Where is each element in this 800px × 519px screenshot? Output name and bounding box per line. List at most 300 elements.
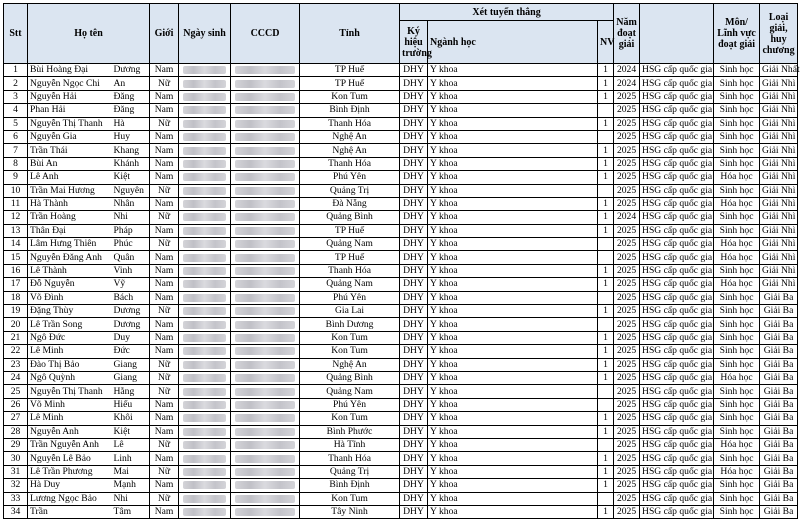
cell-nganh-hoc: Y khoa — [428, 64, 598, 77]
redaction-blur — [183, 321, 226, 329]
cell-cccd-redacted — [231, 465, 300, 478]
cell-nam-doat-giai: 2025 — [614, 438, 640, 451]
cell-nv: 1 — [598, 144, 614, 157]
redaction-blur — [235, 133, 295, 141]
cell-gioi: Nam — [150, 64, 179, 77]
cell-ky-hieu-truong: DHY — [400, 104, 428, 117]
cell-gioi: Nữ — [150, 305, 179, 318]
cell-gioi: Nữ — [150, 371, 179, 384]
cell-stt: 29 — [4, 438, 28, 451]
cell-first-name: Đức — [110, 345, 150, 358]
cell-mon: Sinh học — [714, 104, 760, 117]
cell-gioi: Nam — [150, 171, 179, 184]
cell-tinh: Quảng Nam — [300, 385, 400, 398]
cell-first-name: Hà — [110, 117, 150, 130]
cell-stt: 14 — [4, 238, 28, 251]
cell-first-name: Mai — [110, 465, 150, 478]
table-row — [4, 438, 798, 451]
cell-nganh-hoc: Y khoa — [428, 104, 598, 117]
cell-last-name: Nguyễn Gia — [28, 130, 110, 143]
cell-ky-hieu-truong: DHY — [400, 130, 428, 143]
redaction-blur — [183, 468, 226, 476]
cell-gioi: Nam — [150, 278, 179, 291]
cell-stt: 11 — [4, 197, 28, 210]
cell-ngay-sinh-redacted — [179, 64, 231, 77]
cell-gioi: Nữ — [150, 358, 179, 371]
cell-last-name: Nguyễn Thị Thanh — [28, 117, 110, 130]
cell-ky-hieu-truong: DHY — [400, 331, 428, 344]
cell-cccd-redacted — [231, 130, 300, 143]
cell-nganh-hoc: Y khoa — [428, 224, 598, 237]
table-row — [4, 144, 798, 157]
cell-cccd-redacted — [231, 492, 300, 505]
cell-cccd-redacted — [231, 371, 300, 384]
cell-ky-hieu-truong: DHY — [400, 305, 428, 318]
redaction-blur — [183, 80, 226, 88]
cell-cccd-redacted — [231, 345, 300, 358]
cell-cuoc-thi: HSG cấp quốc gia — [640, 345, 714, 358]
cell-nganh-hoc: Y khoa — [428, 398, 598, 411]
table-row — [4, 130, 798, 143]
cell-last-name: Trần Thái — [28, 144, 110, 157]
cell-mon: Sinh học — [714, 452, 760, 465]
cell-ngay-sinh-redacted — [179, 318, 231, 331]
cell-gioi: Nam — [150, 251, 179, 264]
cell-cccd-redacted — [231, 224, 300, 237]
cell-cuoc-thi: HSG cấp quốc gia — [640, 197, 714, 210]
cell-nganh-hoc: Y khoa — [428, 90, 598, 103]
cell-nganh-hoc: Y khoa — [428, 264, 598, 277]
cell-ky-hieu-truong: DHY — [400, 452, 428, 465]
cell-cuoc-thi: HSG cấp quốc gia — [640, 278, 714, 291]
cell-last-name: Lê Trần Song — [28, 318, 110, 331]
cell-cccd-redacted — [231, 157, 300, 170]
cell-nganh-hoc: Y khoa — [428, 385, 598, 398]
cell-last-name: Nguyễn Thị Thanh — [28, 385, 110, 398]
cell-stt: 18 — [4, 291, 28, 304]
cell-ky-hieu-truong: DHY — [400, 184, 428, 197]
cell-ky-hieu-truong: DHY — [400, 157, 428, 170]
cell-cuoc-thi: HSG cấp quốc gia — [640, 452, 714, 465]
cell-cuoc-thi: HSG cấp quốc gia — [640, 358, 714, 371]
cell-nam-doat-giai: 2025 — [614, 412, 640, 425]
cell-nam-doat-giai: 2025 — [614, 465, 640, 478]
cell-nv: 1 — [598, 224, 614, 237]
cell-cuoc-thi: HSG cấp quốc gia — [640, 64, 714, 77]
table-row — [4, 90, 798, 103]
cell-cccd-redacted — [231, 171, 300, 184]
cell-first-name: Khang — [110, 144, 150, 157]
cell-gioi: Nam — [150, 264, 179, 277]
cell-stt: 26 — [4, 398, 28, 411]
redaction-blur — [183, 160, 226, 168]
cell-tinh: Kon Tum — [300, 412, 400, 425]
cell-nam-doat-giai: 2025 — [614, 505, 640, 518]
redaction-blur — [183, 120, 226, 128]
cell-cuoc-thi: HSG cấp quốc gia — [640, 251, 714, 264]
redaction-blur — [235, 267, 295, 275]
cell-loai-giai: Giải Nhất — [760, 64, 798, 77]
cell-nv: 1 — [598, 171, 614, 184]
cell-ngay-sinh-redacted — [179, 117, 231, 130]
table-row — [4, 157, 798, 170]
cell-last-name: Nguyễn Ngọc Chi — [28, 77, 110, 90]
redaction-blur — [235, 321, 295, 329]
cell-gioi: Nữ — [150, 385, 179, 398]
cell-ngay-sinh-redacted — [179, 144, 231, 157]
cell-tinh: Kon Tum — [300, 345, 400, 358]
cell-cccd-redacted — [231, 117, 300, 130]
cell-tinh: Phú Yên — [300, 398, 400, 411]
redaction-blur — [235, 414, 295, 422]
cell-mon: Sinh học — [714, 505, 760, 518]
cell-ky-hieu-truong: DHY — [400, 291, 428, 304]
header-xet-tuyen-thang: Xét tuyển thẳng — [400, 4, 614, 21]
table-row — [4, 385, 798, 398]
cell-cuoc-thi: HSG cấp quốc gia — [640, 385, 714, 398]
cell-cccd-redacted — [231, 64, 300, 77]
redaction-blur — [235, 213, 295, 221]
redaction-blur — [235, 441, 295, 449]
cell-mon: Hóa học — [714, 238, 760, 251]
cell-first-name: Kiệt — [110, 425, 150, 438]
table-row — [4, 104, 798, 117]
cell-mon: Sinh học — [714, 184, 760, 197]
cell-tinh: Bình Phước — [300, 425, 400, 438]
cell-stt: 31 — [4, 465, 28, 478]
cell-nam-doat-giai: 2025 — [614, 184, 640, 197]
cell-first-name: Nguyên — [110, 184, 150, 197]
cell-ngay-sinh-redacted — [179, 184, 231, 197]
cell-nganh-hoc: Y khoa — [428, 157, 598, 170]
cell-gioi: Nữ — [150, 117, 179, 130]
cell-tinh: Tây Ninh — [300, 505, 400, 518]
table-row — [4, 492, 798, 505]
cell-gioi: Nữ — [150, 184, 179, 197]
cell-nganh-hoc: Y khoa — [428, 331, 598, 344]
cell-stt: 23 — [4, 358, 28, 371]
cell-cccd-redacted — [231, 412, 300, 425]
cell-nv: 1 — [598, 425, 614, 438]
cell-ky-hieu-truong: DHY — [400, 171, 428, 184]
cell-nganh-hoc: Y khoa — [428, 452, 598, 465]
cell-nganh-hoc: Y khoa — [428, 171, 598, 184]
cell-last-name: Hà Duy — [28, 479, 110, 492]
redaction-blur — [235, 374, 295, 382]
cell-loai-giai: Giải Ba — [760, 425, 798, 438]
redaction-blur — [235, 347, 295, 355]
cell-last-name: Bùi An — [28, 157, 110, 170]
cell-last-name: Võ Minh — [28, 398, 110, 411]
cell-first-name: Huy — [110, 130, 150, 143]
cell-ky-hieu-truong: DHY — [400, 465, 428, 478]
table-row — [4, 264, 798, 277]
cell-mon: Sinh học — [714, 144, 760, 157]
redaction-blur — [235, 508, 295, 516]
cell-nv: 1 — [598, 358, 614, 371]
cell-mon: Sinh học — [714, 318, 760, 331]
cell-ngay-sinh-redacted — [179, 224, 231, 237]
cell-cuoc-thi: HSG cấp quốc gia — [640, 104, 714, 117]
cell-ngay-sinh-redacted — [179, 345, 231, 358]
cell-ky-hieu-truong: DHY — [400, 412, 428, 425]
cell-cuoc-thi: HSG cấp quốc gia — [640, 479, 714, 492]
cell-first-name: Đăng — [110, 90, 150, 103]
cell-nganh-hoc: Y khoa — [428, 371, 598, 384]
cell-stt: 5 — [4, 117, 28, 130]
cell-first-name: Nhân — [110, 197, 150, 210]
cell-last-name: Lương Ngọc Bảo — [28, 492, 110, 505]
cell-nv: 1 — [598, 479, 614, 492]
cell-nam-doat-giai: 2025 — [614, 479, 640, 492]
cell-ky-hieu-truong: DHY — [400, 318, 428, 331]
cell-ngay-sinh-redacted — [179, 398, 231, 411]
cell-gioi: Nam — [150, 331, 179, 344]
redaction-blur — [235, 280, 295, 288]
cell-nam-doat-giai: 2024 — [614, 77, 640, 90]
cell-cuoc-thi: HSG cấp quốc gia — [640, 318, 714, 331]
cell-mon: Sinh học — [714, 130, 760, 143]
cell-ky-hieu-truong: DHY — [400, 278, 428, 291]
cell-first-name: Dương — [110, 305, 150, 318]
cell-tinh: Quảng Trị — [300, 465, 400, 478]
cell-first-name: Lê — [110, 438, 150, 451]
cell-cccd-redacted — [231, 438, 300, 451]
redaction-blur — [235, 481, 295, 489]
cell-mon: Sinh học — [714, 305, 760, 318]
cell-stt: 12 — [4, 211, 28, 224]
table-row — [4, 479, 798, 492]
cell-cccd-redacted — [231, 77, 300, 90]
cell-ky-hieu-truong: DHY — [400, 345, 428, 358]
cell-tinh: Bình Định — [300, 104, 400, 117]
header-nam-doat-giai: Năm đoạt giải — [614, 4, 640, 64]
cell-loai-giai: Giải Ba — [760, 398, 798, 411]
cell-nganh-hoc: Y khoa — [428, 144, 598, 157]
cell-gioi: Nam — [150, 90, 179, 103]
table-row — [4, 305, 798, 318]
table-row — [4, 238, 798, 251]
table-row — [4, 398, 798, 411]
cell-stt: 22 — [4, 345, 28, 358]
cell-ky-hieu-truong: DHY — [400, 251, 428, 264]
cell-tinh: Quảng Bình — [300, 371, 400, 384]
table-row — [4, 358, 798, 371]
cell-stt: 13 — [4, 224, 28, 237]
redaction-blur — [183, 133, 226, 141]
cell-cuoc-thi: HSG cấp quốc gia — [640, 331, 714, 344]
cell-nv — [598, 291, 614, 304]
redaction-blur — [183, 280, 226, 288]
cell-gioi: Nữ — [150, 211, 179, 224]
redaction-blur — [183, 294, 226, 302]
cell-nam-doat-giai: 2025 — [614, 224, 640, 237]
table-header — [4, 4, 798, 64]
cell-cuoc-thi: HSG cấp quốc gia — [640, 184, 714, 197]
cell-loai-giai: Giải Ba — [760, 291, 798, 304]
cell-nganh-hoc: Y khoa — [428, 358, 598, 371]
cell-nam-doat-giai: 2025 — [614, 117, 640, 130]
cell-tinh: Phú Yên — [300, 171, 400, 184]
cell-first-name: Dương — [110, 318, 150, 331]
cell-tinh: Kon Tum — [300, 90, 400, 103]
cell-gioi: Nam — [150, 197, 179, 210]
header-ky-hieu-truong: Ký hiệu trường — [400, 21, 428, 64]
cell-tinh: Nghệ An — [300, 358, 400, 371]
redaction-blur — [235, 80, 295, 88]
cell-nganh-hoc: Y khoa — [428, 465, 598, 478]
redaction-blur — [183, 147, 226, 155]
cell-loai-giai: Giải Nhì — [760, 130, 798, 143]
results-document — [3, 3, 800, 518]
cell-nam-doat-giai: 2025 — [614, 171, 640, 184]
cell-mon: Sinh học — [714, 412, 760, 425]
cell-ngay-sinh-redacted — [179, 104, 231, 117]
cell-ky-hieu-truong: DHY — [400, 211, 428, 224]
cell-last-name: Lâm Hưng Thiên — [28, 238, 110, 251]
cell-tinh: Hà Tĩnh — [300, 438, 400, 451]
cell-cuoc-thi: HSG cấp quốc gia — [640, 425, 714, 438]
cell-mon: Sinh học — [714, 425, 760, 438]
cell-mon: Sinh học — [714, 157, 760, 170]
cell-stt: 4 — [4, 104, 28, 117]
cell-nam-doat-giai: 2025 — [614, 291, 640, 304]
cell-ngay-sinh-redacted — [179, 412, 231, 425]
cell-last-name: Trần Hoàng — [28, 211, 110, 224]
cell-ngay-sinh-redacted — [179, 278, 231, 291]
cell-cuoc-thi: HSG cấp quốc gia — [640, 492, 714, 505]
cell-nam-doat-giai: 2025 — [614, 452, 640, 465]
cell-loai-giai: Giải Nhì — [760, 197, 798, 210]
redaction-blur — [235, 495, 295, 503]
table-row — [4, 211, 798, 224]
header-cccd: CCCD — [231, 4, 300, 64]
table-row — [4, 425, 798, 438]
cell-first-name: Vỹ — [110, 278, 150, 291]
cell-cuoc-thi: HSG cấp quốc gia — [640, 238, 714, 251]
cell-last-name: Nguyễn Anh — [28, 425, 110, 438]
cell-ngay-sinh-redacted — [179, 425, 231, 438]
header-gioi: Giới — [150, 4, 179, 64]
cell-tinh: Phú Yên — [300, 291, 400, 304]
cell-ngay-sinh-redacted — [179, 452, 231, 465]
redaction-blur — [235, 106, 295, 114]
cell-mon: Sinh học — [714, 224, 760, 237]
cell-nv: 1 — [598, 90, 614, 103]
redaction-blur — [183, 441, 226, 449]
cell-loai-giai: Giải Ba — [760, 465, 798, 478]
table-row — [4, 452, 798, 465]
redaction-blur — [235, 160, 295, 168]
redaction-blur — [183, 455, 226, 463]
cell-mon: Sinh học — [714, 331, 760, 344]
cell-ngay-sinh-redacted — [179, 358, 231, 371]
cell-tinh: Quảng Nam — [300, 278, 400, 291]
cell-nam-doat-giai: 2025 — [614, 358, 640, 371]
cell-gioi: Nam — [150, 452, 179, 465]
cell-cuoc-thi: HSG cấp quốc gia — [640, 465, 714, 478]
cell-ngay-sinh-redacted — [179, 305, 231, 318]
cell-loai-giai: Giải Nhì — [760, 264, 798, 277]
redaction-blur — [183, 414, 226, 422]
cell-last-name: Đào Thị Bảo — [28, 358, 110, 371]
cell-last-name: Đặng Thùy — [28, 305, 110, 318]
cell-nv: 1 — [598, 77, 614, 90]
cell-first-name: Đăng — [110, 104, 150, 117]
cell-nam-doat-giai: 2025 — [614, 104, 640, 117]
cell-tinh: Quảng Bình — [300, 211, 400, 224]
cell-last-name: Hà Thành — [28, 197, 110, 210]
cell-loai-giai: Giải Nhì — [760, 251, 798, 264]
table-row — [4, 505, 798, 518]
cell-stt: 7 — [4, 144, 28, 157]
cell-tinh: Kon Tum — [300, 492, 400, 505]
redaction-blur — [235, 401, 295, 409]
cell-nv: 1 — [598, 412, 614, 425]
cell-first-name: An — [110, 77, 150, 90]
cell-nganh-hoc: Y khoa — [428, 305, 598, 318]
cell-stt: 1 — [4, 64, 28, 77]
cell-nam-doat-giai: 2025 — [614, 398, 640, 411]
cell-tinh: Gia Lai — [300, 305, 400, 318]
cell-nam-doat-giai: 2025 — [614, 264, 640, 277]
redaction-blur — [235, 93, 295, 101]
cell-loai-giai: Giải Ba — [760, 505, 798, 518]
cell-ky-hieu-truong: DHY — [400, 438, 428, 451]
table-row — [4, 412, 798, 425]
cell-cuoc-thi: HSG cấp quốc gia — [640, 264, 714, 277]
cell-ngay-sinh-redacted — [179, 130, 231, 143]
cell-loai-giai: Giải Nhì — [760, 211, 798, 224]
table-row — [4, 64, 798, 77]
table-row — [4, 465, 798, 478]
cell-cccd-redacted — [231, 291, 300, 304]
cell-last-name: Lê Trần Phương — [28, 465, 110, 478]
header-ngay-sinh: Ngày sinh — [179, 4, 231, 64]
cell-cccd-redacted — [231, 425, 300, 438]
redaction-blur — [183, 495, 226, 503]
cell-nv — [598, 438, 614, 451]
cell-nv — [598, 238, 614, 251]
cell-stt: 24 — [4, 371, 28, 384]
cell-stt: 20 — [4, 318, 28, 331]
table-row — [4, 278, 798, 291]
cell-last-name: Lê Minh — [28, 412, 110, 425]
cell-cccd-redacted — [231, 479, 300, 492]
cell-tinh: Bình Dương — [300, 318, 400, 331]
redaction-blur — [235, 361, 295, 369]
cell-tinh: Kon Tum — [300, 331, 400, 344]
cell-ky-hieu-truong: DHY — [400, 398, 428, 411]
cell-stt: 34 — [4, 505, 28, 518]
cell-loai-giai: Giải Ba — [760, 305, 798, 318]
cell-nganh-hoc: Y khoa — [428, 318, 598, 331]
cell-last-name: Võ Đình — [28, 291, 110, 304]
cell-nv: 1 — [598, 64, 614, 77]
cell-gioi: Nam — [150, 130, 179, 143]
cell-cccd-redacted — [231, 331, 300, 344]
cell-nam-doat-giai: 2025 — [614, 345, 640, 358]
cell-gioi: Nữ — [150, 492, 179, 505]
cell-stt: 6 — [4, 130, 28, 143]
cell-first-name: Dương — [110, 64, 150, 77]
cell-nv: 1 — [598, 371, 614, 384]
redaction-blur — [183, 93, 226, 101]
cell-cuoc-thi: HSG cấp quốc gia — [640, 412, 714, 425]
cell-gioi: Nam — [150, 291, 179, 304]
header-cuoc-thi — [640, 4, 714, 64]
cell-ngay-sinh-redacted — [179, 251, 231, 264]
